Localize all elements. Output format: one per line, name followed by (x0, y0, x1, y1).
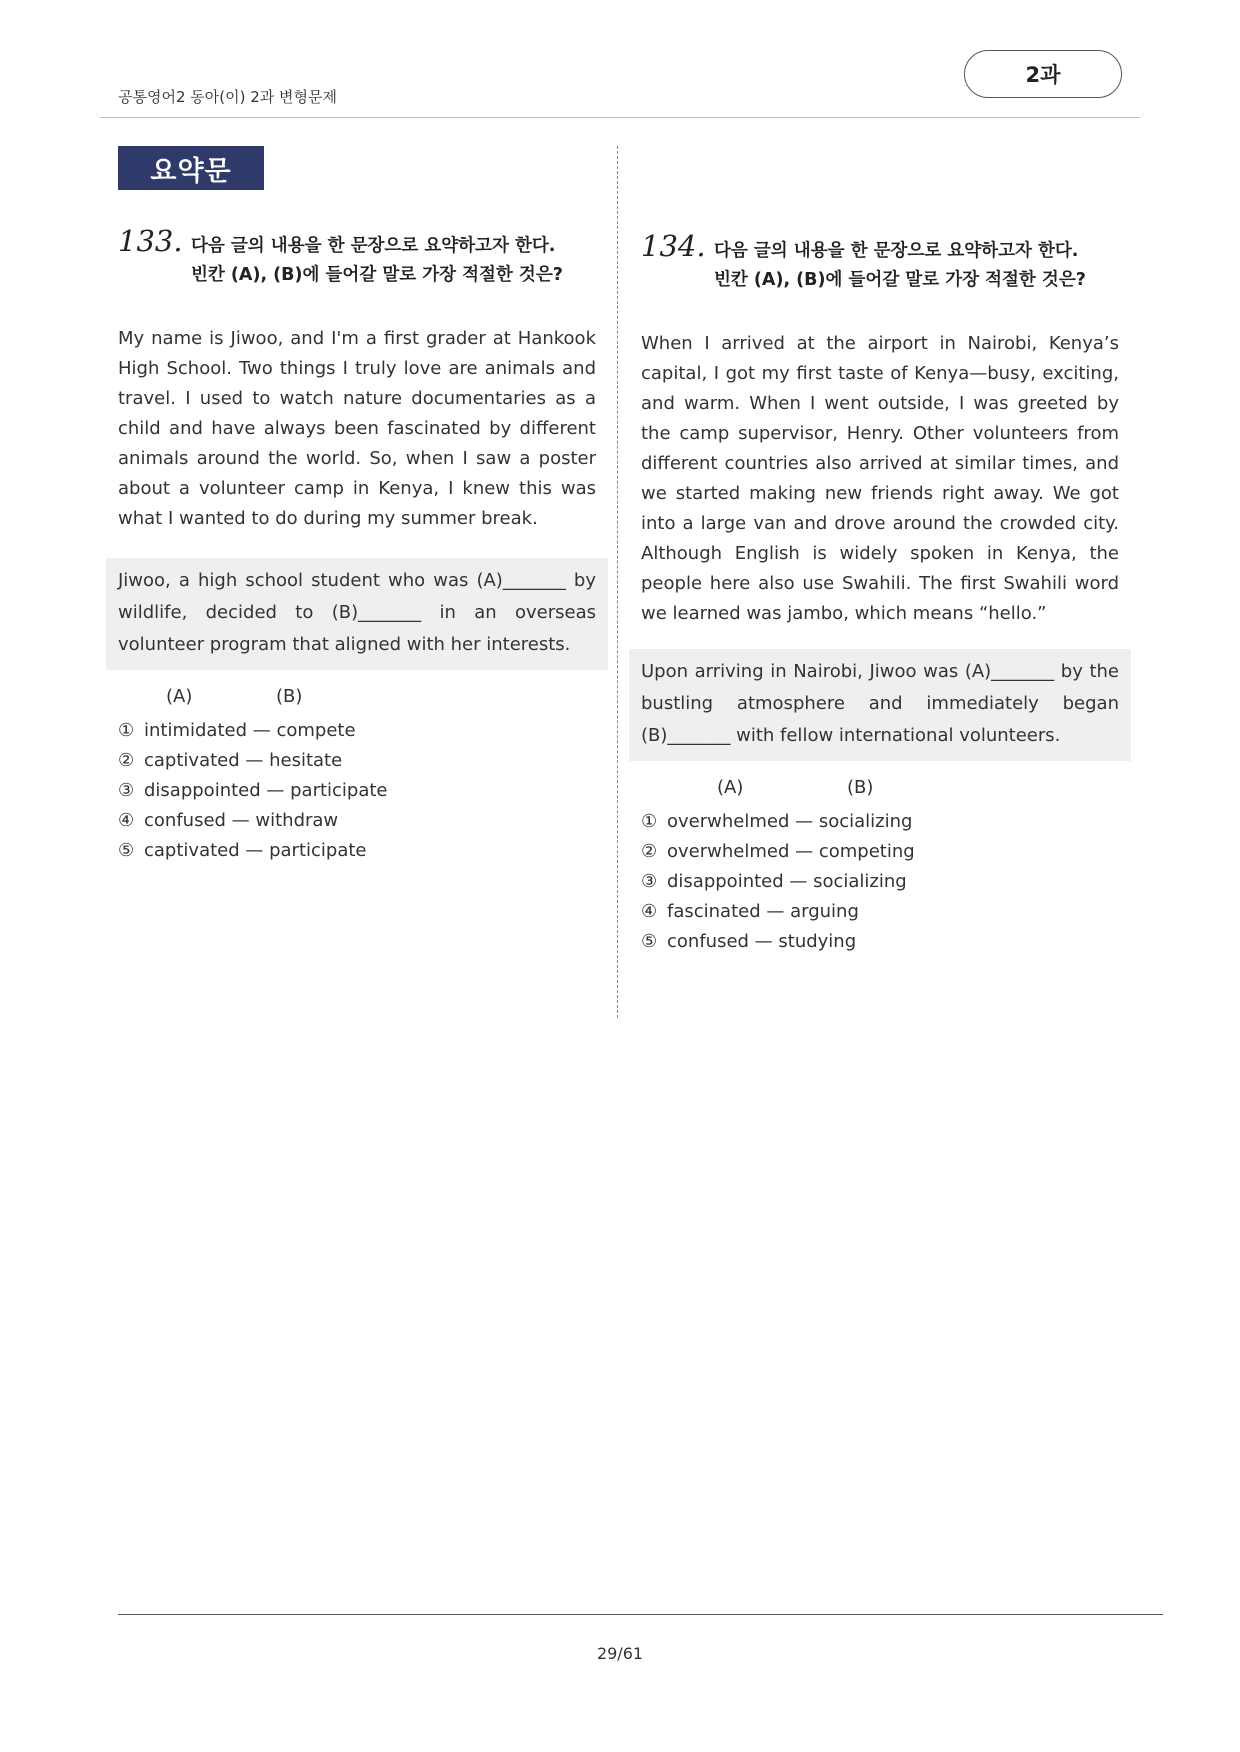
choice-text: captivated — hesitate (144, 750, 343, 771)
question-instruction (714, 237, 1119, 295)
choice-number: ① (641, 811, 658, 832)
choice-item[interactable] (641, 807, 1119, 837)
choice-item[interactable] (118, 746, 596, 776)
passage: When I arrived at the airport in Nairobi, Kenya’s capital, I got my first taste of Kenya—busy, exciting, and warm. When I went outside, I was greeted by the camp supervisor, Henry. Other volunteers from different countries also arrived at similar times, and we started making new friends right away. We got into a large van and drove around the crowded city. Although English is widely spoken in Kenya, the people here also use Swahili. The first Swahili word we learned was jambo, which means “hello.” (641, 333, 1119, 624)
choice-column-headers (118, 686, 596, 716)
choice-item[interactable] (641, 867, 1119, 897)
choice-number: ④ (118, 810, 135, 831)
page-number: 29/61 (596, 1644, 644, 1663)
column-divider (617, 146, 618, 1018)
answer-choices (641, 807, 1119, 957)
choice-item[interactable] (118, 776, 596, 806)
choice-number: ④ (641, 901, 658, 922)
question-134 (641, 229, 1119, 957)
choice-text: overwhelmed — competing (667, 841, 915, 862)
choice-text: intimidated — compete (144, 720, 356, 741)
choice-item[interactable] (641, 837, 1119, 867)
column-a-label: (A) (717, 777, 744, 798)
question-header (118, 224, 596, 302)
choice-column-headers (641, 777, 1119, 807)
choice-number: ② (641, 841, 658, 862)
question-133 (118, 224, 596, 866)
choice-item[interactable] (641, 897, 1119, 927)
choice-item[interactable] (118, 716, 596, 746)
summary-box: Jiwoo, a high school student who was (A)_______ by wildlife, decided to (B)_______ in an overseas volunteer program that aligned with her interests. (106, 558, 608, 670)
choice-number: ③ (641, 871, 658, 892)
choice-text: confused — withdraw (144, 810, 339, 831)
answer-choices (118, 716, 596, 866)
question-number: 134. (641, 229, 706, 263)
instruction-line-1: 다음 글의 내용을 한 문장으로 요약하고자 한다. (714, 241, 1079, 261)
choice-text: confused — studying (667, 931, 857, 952)
choice-item[interactable] (641, 927, 1119, 957)
instruction-line-2: 빈칸 (A), (B)에 들어갈 말로 가장 적절한 것은? (191, 265, 563, 285)
choice-item[interactable] (118, 806, 596, 836)
column-b-label: (B) (847, 777, 874, 798)
section-label: 요약문 (118, 146, 264, 190)
column-b-label: (B) (276, 686, 303, 707)
question-instruction (191, 232, 596, 290)
column-a-label: (A) (166, 686, 193, 707)
choice-text: disappointed — socializing (667, 871, 907, 892)
choice-number: ② (118, 750, 135, 771)
instruction-line-2: 빈칸 (A), (B)에 들어갈 말로 가장 적절한 것은? (714, 270, 1086, 290)
choice-text: disappointed — participate (144, 780, 388, 801)
lesson-badge: 2과 (964, 50, 1122, 98)
choice-number: ③ (118, 780, 135, 801)
passage: My name is Jiwoo, and I'm a first grader at Hankook High School. Two things I truly love are animals and travel. I used to watch nature documentaries as a child and have always been fascinated by different animals around the world. So, when I saw a poster about a volunteer camp in Kenya, I knew this was what I wanted to do during my summer break. (118, 328, 596, 529)
choice-text: fascinated — arguing (667, 901, 859, 922)
choice-number: ⑤ (118, 840, 135, 861)
question-number: 133. (118, 224, 183, 258)
choice-text: overwhelmed — socializing (667, 811, 913, 832)
choice-number: ① (118, 720, 135, 741)
choice-number: ⑤ (641, 931, 658, 952)
document-header-title: 공통영어2 동아(이) 2과 변형문제 (118, 88, 337, 106)
question-header (641, 229, 1119, 307)
choice-text: captivated — participate (144, 840, 367, 861)
footer-divider (118, 1614, 1163, 1615)
instruction-line-1: 다음 글의 내용을 한 문장으로 요약하고자 한다. (191, 236, 556, 256)
header-divider (100, 117, 1140, 118)
choice-item[interactable] (118, 836, 596, 866)
summary-box: Upon arriving in Nairobi, Jiwoo was (A)_______ by the bustling atmosphere and immediately began (B)_______ with fellow international volunteers. (629, 649, 1131, 761)
